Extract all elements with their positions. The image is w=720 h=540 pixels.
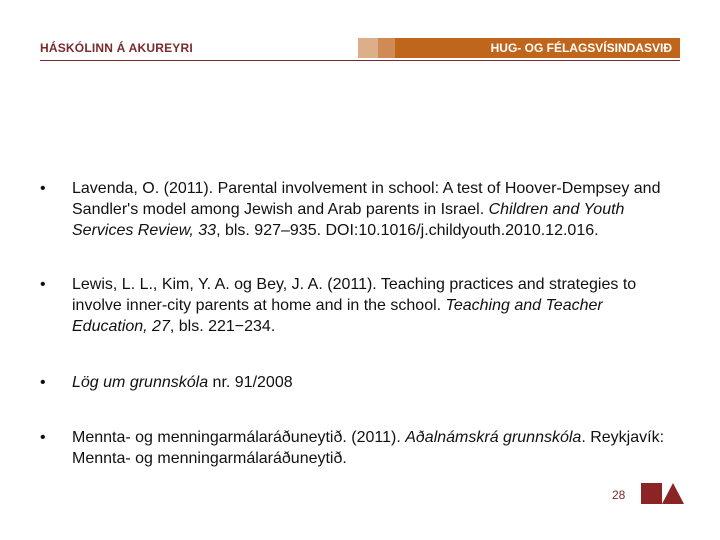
reference-text: Lewis, L. L., Kim, Y. A. og Bey, J. A. (2011). Teaching practices and strategies to involve inner-city parents at home and in the school. xyxy=(72,276,637,314)
bullet: • xyxy=(40,180,46,197)
bullet: • xyxy=(40,276,46,293)
reference-item xyxy=(40,372,680,393)
reference-text: Lavenda, O. (2011). Parental involvement in school: A test of Hoover-Dempsey and Sandler's model among Jewish and Arab parents in Israel. xyxy=(72,180,661,218)
reference-text: Mennta- og menningarmálaráðuneytið. (2011). xyxy=(72,429,406,446)
reference-source: Aðalnámskrá grunnskóla xyxy=(405,429,582,446)
university-name: HÁSKÓLINN Á AKUREYRI xyxy=(40,41,193,55)
banner-block-light xyxy=(358,38,378,58)
faculty-banner xyxy=(358,38,680,58)
reference-text: , bls. 927–935. DOI:10.1016/j.childyouth.2010.12.016. xyxy=(216,222,599,239)
header-divider xyxy=(40,60,680,61)
reference-text: . Reykjavík: Mennta- og menningarmálaráðuneytið. xyxy=(72,429,665,467)
reference-source: Lög um grunnskóla xyxy=(72,374,209,391)
reference-source: Children and Youth Services Review, 33 xyxy=(72,201,625,239)
faculty-name: HUG- OG FÉLAGSVÍSINDASVIÐ xyxy=(490,41,672,55)
bullet: • xyxy=(40,374,46,391)
reference-item xyxy=(40,274,680,337)
reference-item xyxy=(40,427,680,469)
reference-text: nr. 91/2008 xyxy=(208,374,293,391)
reference-item xyxy=(40,178,680,241)
logo-square-icon xyxy=(641,483,662,504)
banner-block-medium xyxy=(378,38,395,58)
reference-text: , bls. 221−234. xyxy=(169,318,276,335)
reference-source: Teaching and Teacher Education, 27 xyxy=(72,297,603,335)
reference-list xyxy=(40,178,680,469)
page-number: 28 xyxy=(612,488,626,502)
logo-triangle-icon xyxy=(662,483,684,504)
bullet: • xyxy=(40,429,46,446)
